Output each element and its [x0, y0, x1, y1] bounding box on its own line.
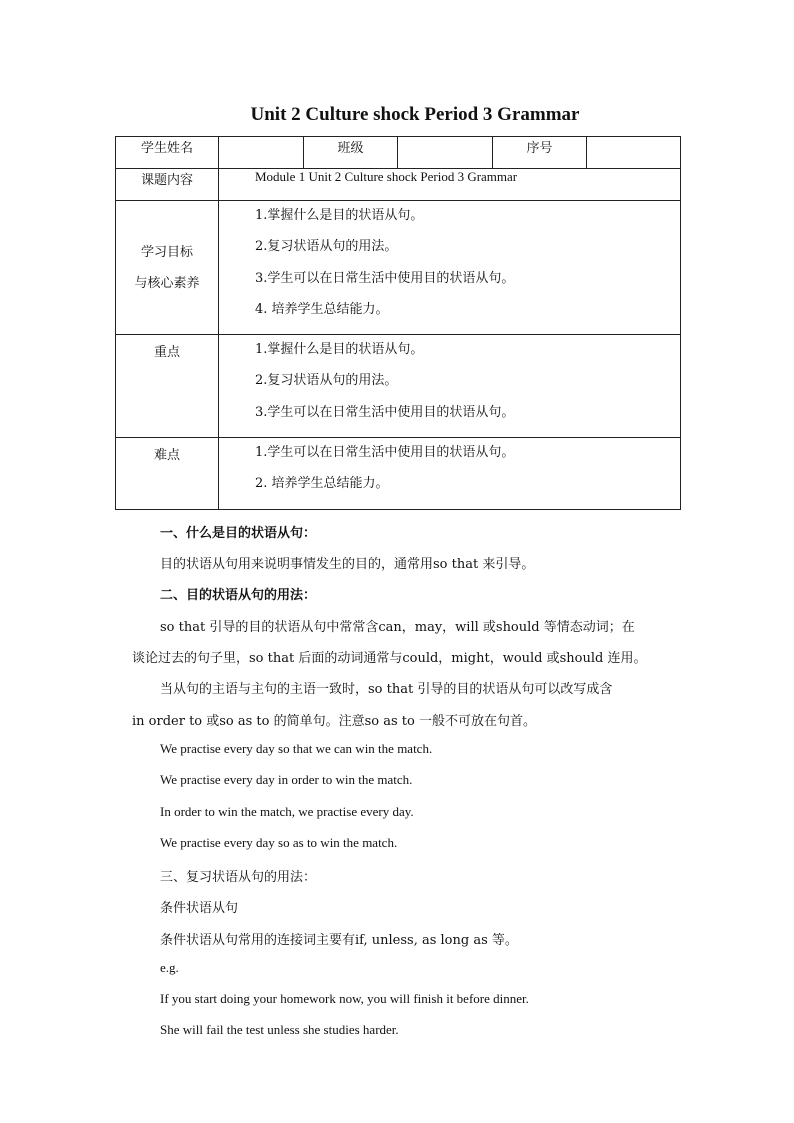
number-label: 序号	[493, 137, 587, 169]
key-point-item: 1.掌握什么是目的状语从句。	[255, 342, 424, 358]
goal-item: 2.复习状语从句的用法。	[255, 239, 398, 255]
paragraph: so that 引导的目的状语从句中常常含can，may，will 或should 等情态动词；在	[160, 620, 635, 635]
key-point-item: 2.复习状语从句的用法。	[255, 373, 398, 389]
difficulty-item: 2. 培养学生总结能力。	[255, 476, 389, 492]
goal-item: 1.掌握什么是目的状语从句。	[255, 208, 424, 223]
difficulties-list	[219, 438, 681, 510]
sub-heading: 条件状语从句	[160, 901, 239, 916]
paragraph: 谈论过去的句子里，so that 后面的动词通常与could，might，would 或should 连用。	[132, 651, 647, 666]
paragraph: 当从句的主语与主句的主语一致时，so that 引导的目的状语从句可以改写成含	[160, 682, 613, 697]
topic-row	[116, 169, 681, 201]
topic-label: 课题内容	[116, 169, 219, 201]
goals-row	[116, 201, 681, 335]
goals-label	[116, 201, 219, 335]
goals-label-line-1: 学习目标	[140, 244, 193, 260]
paragraph: in order to 或so as to 的简单句。注意so as to 一般不可放在句首。	[132, 714, 536, 729]
name-field[interactable]	[219, 137, 304, 169]
difficulties-row	[116, 438, 681, 510]
example-sentence: She will fail the test unless she studies harder.	[160, 1022, 399, 1037]
key-label: 重点	[116, 335, 219, 438]
page-title: Unit 2 Culture shock Period 3 Grammar	[250, 104, 580, 125]
goals-label-line-2: 与核心素养	[134, 275, 200, 291]
topic-value: Module 1 Unit 2 Culture shock Period 3 Grammar	[219, 169, 681, 201]
paragraph: 目的状语从句用来说明事情发生的目的，通常用so that 来引导。	[160, 557, 535, 572]
goal-item: 3.学生可以在日常生活中使用目的状语从句。	[255, 270, 515, 286]
key-point-item: 3.学生可以在日常生活中使用目的状语从句。	[255, 404, 515, 420]
example-sentence: In order to win the match, we practise every day.	[160, 804, 414, 819]
goals-list	[219, 201, 681, 335]
example-sentence: If you start doing your homework now, you will finish it before dinner.	[160, 991, 529, 1006]
paragraph: 条件状语从句常用的连接词主要有if, unless, as long as 等。	[160, 933, 518, 948]
student-row	[116, 137, 681, 169]
example-sentence: We practise every day so as to win the match.	[160, 835, 398, 850]
info-table	[115, 136, 681, 510]
number-field[interactable]	[587, 137, 681, 169]
section-heading-2: 二、目的状语从句的用法：	[160, 588, 317, 603]
example-sentence: We practise every day in order to win the match.	[160, 772, 413, 787]
name-label: 学生姓名	[116, 137, 219, 169]
class-label: 班级	[304, 137, 398, 169]
difficulties-label: 难点	[116, 438, 219, 510]
key-points-row	[116, 335, 681, 438]
class-field[interactable]	[398, 137, 493, 169]
example-sentence: We practise every day so that we can win the match.	[160, 741, 433, 756]
difficulty-item: 1.学生可以在日常生活中使用目的状语从句。	[255, 445, 515, 461]
section-heading-3: 三、复习状语从句的用法：	[160, 870, 317, 885]
key-points-list	[219, 335, 681, 438]
goal-item: 4. 培养学生总结能力。	[255, 301, 389, 317]
section-heading-1: 一、什么是目的状语从句：	[160, 526, 317, 541]
example-marker: e.g.	[160, 960, 179, 975]
